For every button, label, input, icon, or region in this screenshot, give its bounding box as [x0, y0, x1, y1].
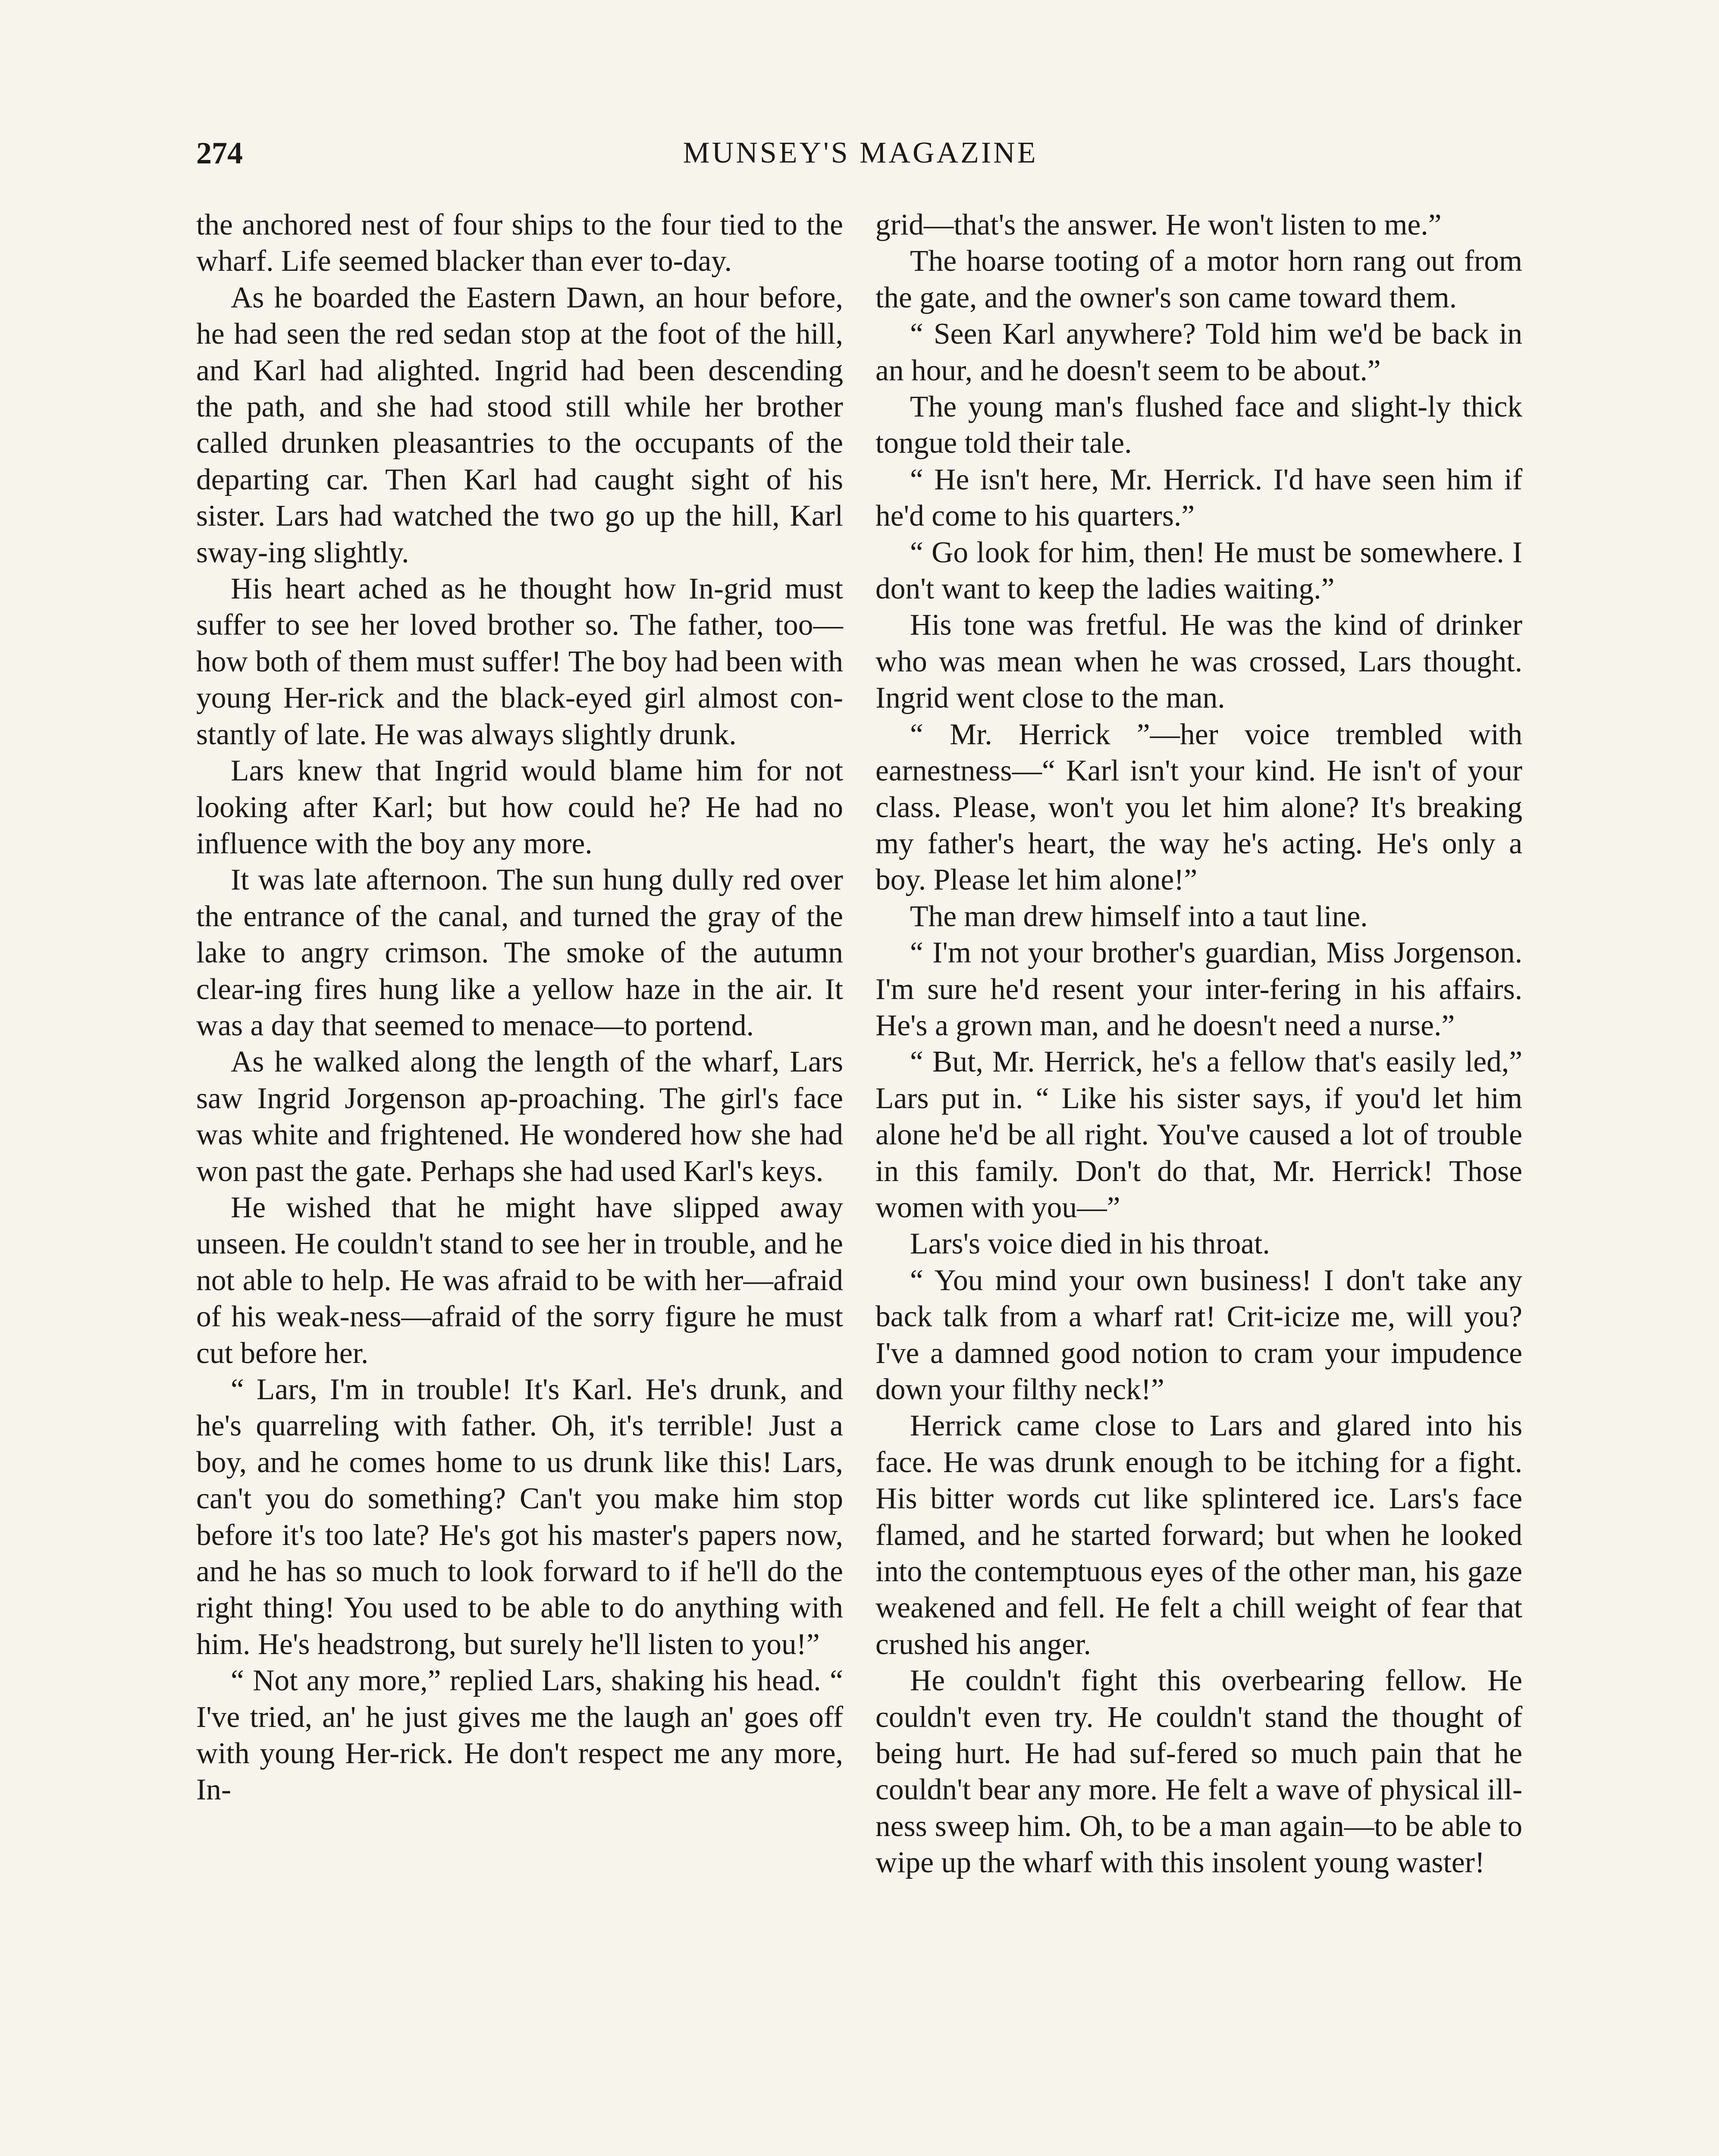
- paragraph: As he boarded the Eastern Dawn, an hour before, he had seen the red sedan stop at the foot of the hill, and Karl had alighted. Ingrid had been descending the path, and she had stood still while her brother called drunken pleasantries to the occupants of the departing car. Then Karl had caught sight of his sister. Lars had watched the two go up the hill, Karl sway-ing slightly.: [196, 281, 843, 569]
- paragraph: The man drew himself into a taut line.: [910, 899, 1368, 933]
- paragraph: “ Go look for him, then! He must be somewhere. I don't want to keep the ladies waiting.”: [875, 536, 1522, 606]
- paragraph: The young man's flushed face and slight-ly thick tongue told their tale.: [875, 390, 1522, 460]
- running-head: MUNSEY'S MAGAZINE: [683, 136, 1038, 169]
- paragraph: His heart ached as he thought how In-grid must suffer to see her loved brother so. The father, too—how both of them must suffer! The boy had been with young Her-rick and the black-eyed girl almost con-stantly of late. He was always slightly drunk.: [196, 572, 843, 751]
- paragraph: “ You mind your own business! I don't take any back talk from a wharf rat! Crit-icize me, will you? I've a damned good notion to cram your impudence down your filthy neck!”: [875, 1263, 1522, 1406]
- paragraph: “ Not any more,” replied Lars, shaking his head. “ I've tried, an' he just gives me the laugh an' goes off with young Her-rick. He don't respect me any more, In-: [196, 1664, 843, 1807]
- paragraph: He couldn't fight this overbearing fellow. He couldn't even try. He couldn't stand the thought of being hurt. He had suf-fered so much pain that he couldn't bear any more. He felt a wave of physical ill-ness sweep him. Oh, to be a man again—to be able to wipe up the wharf with this insolent young waster!: [875, 1664, 1522, 1880]
- paragraph: “ But, Mr. Herrick, he's a fellow that's easily led,” Lars put in. “ Like his sister says, if you'd let him alone he'd be all right. You've caused a lot of trouble in this family. Don't do that, Mr. Herrick! Those women with you—”: [875, 1045, 1522, 1224]
- page-header: [196, 129, 1525, 177]
- paragraph: It was late afternoon. The sun hung dully red over the entrance of the canal, and turned the gray of the lake to angry crimson. The smoke of the autumn clear-ing fires hung like a yellow haze in the air. It was a day that seemed to menace—to portend.: [196, 863, 843, 1042]
- text-column-left: [196, 207, 843, 1808]
- paragraph: “ Seen Karl anywhere? Told him we'd be back in an hour, and he doesn't seem to be about.”: [875, 317, 1522, 387]
- paragraph: “ I'm not your brother's guardian, Miss Jorgenson. I'm sure he'd resent your inter-fering in his affairs. He's a grown man, and he doesn't need a nurse.”: [875, 936, 1522, 1042]
- paragraph: As he walked along the length of the wharf, Lars saw Ingrid Jorgenson ap-proaching. The girl's face was white and frightened. He wondered how she had won past the gate. Perhaps she had used Karl's keys.: [196, 1045, 843, 1188]
- paragraph: “ He isn't here, Mr. Herrick. I'd have seen him if he'd come to his quarters.”: [875, 463, 1522, 533]
- paragraph: the anchored nest of four ships to the four tied to the wharf. Life seemed blacker than ever to-day.: [196, 208, 843, 278]
- paragraph: “ Mr. Herrick ”—her voice trembled with earnestness—“ Karl isn't your kind. He isn't of your class. Please, won't you let him alone? It's breaking my father's heart, the way he's acting. He's only a boy. Please let him alone!”: [875, 718, 1522, 897]
- text-column-right: [875, 207, 1522, 1881]
- paragraph: Lars knew that Ingrid would blame him for not looking after Karl; but how could he? He had no influence with the boy any more.: [196, 754, 843, 860]
- paragraph: “ Lars, I'm in trouble! It's Karl. He's drunk, and he's quarreling with father. Oh, it's terrible! Just a boy, and he comes home to us drunk like this! Lars, can't you do something? Can't you make him stop before it's too late? He's got his master's papers now, and he has so much to look forward to if he'll do the right thing! You used to be able to do anything with him. He's headstrong, but surely he'll listen to you!”: [196, 1373, 843, 1661]
- paragraph: His tone was fretful. He was the kind of drinker who was mean when he was crossed, Lars thought. Ingrid went close to the man.: [875, 608, 1522, 715]
- page-number: 274: [196, 136, 243, 170]
- paragraph: He wished that he might have slipped away unseen. He couldn't stand to see her in trouble, and he not able to help. He was afraid to be with her—afraid of his weak-ness—afraid of the sorry figure he must cut before her.: [196, 1191, 843, 1370]
- paragraph: Lars's voice died in his throat.: [910, 1227, 1270, 1261]
- paragraph: grid—that's the answer. He won't listen to me.”: [875, 208, 1442, 241]
- paragraph: The hoarse tooting of a motor horn rang out from the gate, and the owner's son came toward them.: [875, 244, 1522, 314]
- paragraph: Herrick came close to Lars and glared into his face. He was drunk enough to be itching for a fight. His bitter words cut like splintered ice. Lars's face flamed, and he started forward; but when he looked into the contemptuous eyes of the other man, his gaze weakened and fell. He felt a chill weight of fear that crushed his anger.: [875, 1409, 1522, 1661]
